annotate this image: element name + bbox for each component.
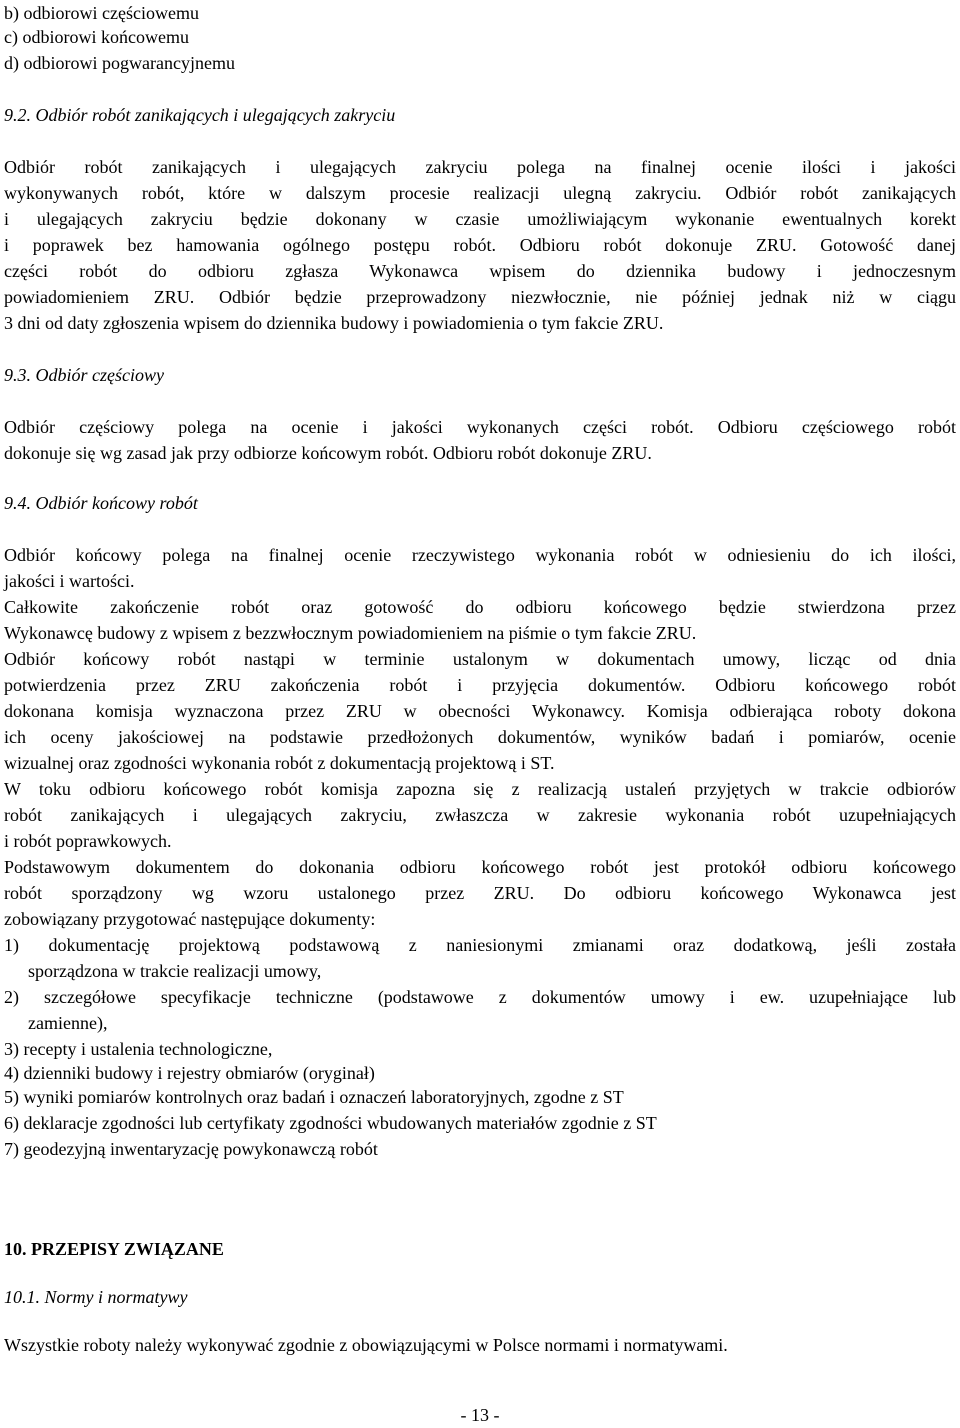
- paragraph-line: ich oceny jakościowej na podstawie przedłożonych dokumentów, wyników badań i pomiarów, ocenie: [4, 727, 956, 747]
- paragraph-line: Wszystkie roboty należy wykonywać zgodnie z obowiązującymi w Polsce normami i normatywami.: [4, 1335, 728, 1355]
- paragraph-line: powiadomieniem ZRU. Odbiór będzie przeprowadzony niezwłocznie, nie później jednak niż w ciągu: [4, 287, 956, 307]
- paragraph-line: potwierdzenia przez ZRU zakończenia robót i przyjęcia dokumentów. Odbioru końcowego robót: [4, 675, 956, 695]
- page-number: - 13 -: [460, 1405, 500, 1425]
- paragraph-line: Odbiór końcowy polega na finalnej ocenie rzeczywistego wykonania robót w odniesieniu do ich ilości,: [4, 545, 956, 565]
- paragraph-line: wizualnej oraz zgodności wykonania robót z dokumentacją projektową i ST.: [4, 753, 555, 773]
- paragraph-line: 3 dni od daty zgłoszenia wpisem do dziennika budowy i powiadomienia o tym fakcie ZRU.: [4, 313, 664, 333]
- list-item: c) odbiorowi końcowemu: [4, 27, 189, 47]
- paragraph-line: i robót poprawkowych.: [4, 831, 172, 851]
- paragraph-line: jakości i wartości.: [4, 571, 135, 591]
- paragraph-line: Odbiór częściowy polega na ocenie i jakości wykonanych części robót. Odbioru częściowego robót: [4, 417, 956, 437]
- paragraph-line: Wykonawcę budowy z wpisem z bezzwłocznym powiadomieniem na piśmie o tym fakcie ZRU.: [4, 623, 697, 643]
- paragraph-line: robót zanikających i ulegających zakryciu, zwłaszcza w zakresie wykonania robót uzupełniających: [4, 805, 956, 825]
- list-item: 2) szczegółowe specyfikacje techniczne (podstawowe z dokumentów umowy i ew. uzupełniające lub: [4, 987, 956, 1007]
- paragraph-line: wykonywanych robót, które w dalszym procesie realizacji ulegną zakryciu. Odbiór robót zanikających: [4, 183, 956, 203]
- paragraph-line: dokonuje się wg zasad jak przy odbiorze końcowym robót. Odbioru robót dokonuje ZRU.: [4, 443, 652, 463]
- section-heading: 9.2. Odbiór robót zanikających i ulegających zakryciu: [4, 105, 396, 125]
- list-item: 5) wyniki pomiarów kontrolnych oraz badań i oznaczeń laboratoryjnych, zgodne z ST: [4, 1087, 624, 1107]
- paragraph-line: Podstawowym dokumentem do dokonania odbioru końcowego robót jest protokół odbioru końcowego: [4, 857, 956, 877]
- list-item: d) odbiorowi pogwarancyjnemu: [4, 53, 235, 73]
- section-heading: 9.4. Odbiór końcowy robót: [4, 493, 198, 513]
- section-heading: 9.3. Odbiór częściowy: [4, 365, 164, 385]
- paragraph-line: Odbiór robót zanikających i ulegających zakryciu polega na finalnej ocenie ilości i jakości: [4, 157, 956, 177]
- paragraph-line: W toku odbioru końcowego robót komisja zapozna się z realizacją ustaleń przyjętych w trakcie odbiorów: [4, 779, 956, 799]
- paragraph-line: zobowiązany przygotować następujące dokumenty:: [4, 909, 376, 929]
- section-heading: 10.1. Normy i normatywy: [4, 1287, 188, 1307]
- paragraph-line: robót sporządzony wg wzoru ustalonego przez ZRU. Do odbioru końcowego Wykonawca jest: [4, 883, 956, 903]
- list-item: 4) dzienniki budowy i rejestry obmiarów (oryginał): [4, 1063, 375, 1083]
- list-item: b) odbiorowi częściowemu: [4, 3, 199, 23]
- list-item-continuation: zamienne),: [28, 1013, 108, 1033]
- list-item: 6) deklaracje zgodności lub certyfikaty zgodności wbudowanych materiałów zgodnie z ST: [4, 1113, 657, 1133]
- paragraph-line: Odbiór końcowy robót nastąpi w terminie ustalonym w dokumentach umowy, licząc od dnia: [4, 649, 956, 669]
- paragraph-line: i poprawek bez hamowania ogólnego postępu robót. Odbioru robót dokonuje ZRU. Gotowość danej: [4, 235, 956, 255]
- paragraph-line: Całkowite zakończenie robót oraz gotowość do odbioru końcowego będzie stwierdzona przez: [4, 597, 956, 617]
- list-item: 7) geodezyjną inwentaryzację powykonawczą robót: [4, 1139, 378, 1159]
- list-item: 3) recepty i ustalenia technologiczne,: [4, 1039, 273, 1059]
- paragraph-line: części robót do odbioru zgłasza Wykonawca wpisem do dziennika budowy i jednoczesnym: [4, 261, 956, 281]
- paragraph-line: dokonana komisja wyznaczona przez ZRU w obecności Wykonawcy. Komisja odbierająca roboty dokona: [4, 701, 956, 721]
- paragraph-line: i ulegających zakryciu będzie dokonany w czasie umożliwiającym wykonanie ewentualnych korekt: [4, 209, 956, 229]
- list-item: 1) dokumentację projektową podstawową z naniesionymi zmianami oraz dodatkową, jeśli została: [4, 935, 956, 955]
- list-item-continuation: sporządzona w trakcie realizacji umowy,: [28, 961, 322, 981]
- chapter-heading: 10. PRZEPISY ZWIĄZANE: [4, 1239, 224, 1259]
